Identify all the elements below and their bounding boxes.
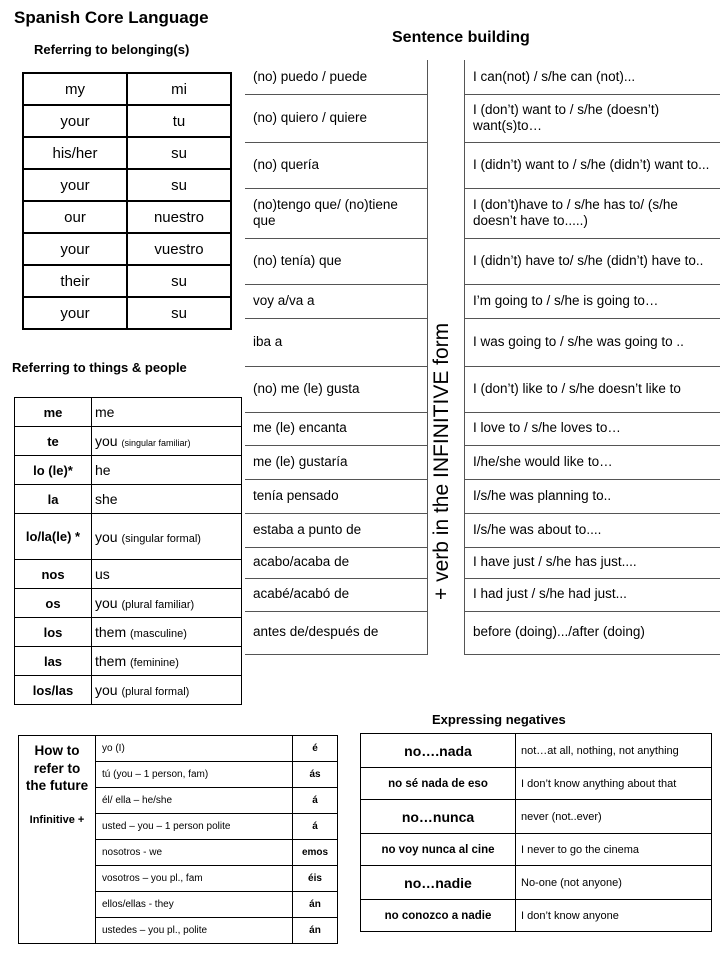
sentence-row xyxy=(245,445,720,479)
belonging-row xyxy=(23,297,231,329)
things-row xyxy=(15,676,242,705)
pronoun-note: (plural formal) xyxy=(121,686,190,698)
things-row xyxy=(15,514,242,560)
belonging-row xyxy=(23,265,231,297)
future-subject: yo (I) xyxy=(96,736,293,762)
sentence-spanish: me (le) gustaría xyxy=(245,445,428,479)
pronoun-english-cell xyxy=(92,560,242,589)
belonging-spanish: su xyxy=(127,265,231,297)
pronoun-english-cell xyxy=(92,676,242,705)
sentence-spanish: (no) quería xyxy=(245,142,428,188)
pronoun-english: you xyxy=(95,528,118,545)
negative-row xyxy=(361,768,712,800)
pronoun-note: (feminine) xyxy=(130,657,179,669)
future-ending: é xyxy=(293,736,338,762)
future-ending: án xyxy=(293,918,338,944)
pronoun-english-cell xyxy=(92,398,242,427)
things-row xyxy=(15,427,242,456)
future-ending: ás xyxy=(293,762,338,788)
pronoun-english: you xyxy=(95,433,118,449)
pronoun-spanish: os xyxy=(15,589,92,618)
negative-row xyxy=(361,834,712,866)
sentence-row xyxy=(245,238,720,284)
pronoun-english: us xyxy=(95,566,110,582)
sentence-english: I (didn’t) want to / s/he (didn’t) want to... xyxy=(465,142,720,188)
pronoun-spanish: la xyxy=(15,485,92,514)
future-row xyxy=(19,736,338,762)
sentence-row xyxy=(245,60,720,94)
future-subject: él/ ella – he/she xyxy=(96,788,293,814)
pronoun-spanish: los xyxy=(15,618,92,647)
sentence-row xyxy=(245,94,720,142)
future-title: How to refer to the future xyxy=(25,743,89,794)
sentence-english: I’m going to / s/he is going to… xyxy=(465,284,720,318)
belonging-english: your xyxy=(23,297,127,329)
sentence-row xyxy=(245,318,720,366)
pronoun-english-cell xyxy=(92,514,242,560)
sentence-row xyxy=(245,366,720,412)
pronoun-note: (singular familiar) xyxy=(121,438,191,448)
negative-spanish: no…nadie xyxy=(361,866,516,900)
sentence-english: I (don’t) want to / s/he (doesn’t) want(s)to… xyxy=(465,94,720,142)
sentence-row xyxy=(245,284,720,318)
negative-spanish: no sé nada de eso xyxy=(361,768,516,800)
pronoun-spanish: te xyxy=(15,427,92,456)
belonging-row xyxy=(23,233,231,265)
pronoun-english-cell xyxy=(92,618,242,647)
belonging-spanish: tu xyxy=(127,105,231,137)
sentence-english: I (don’t) like to / s/he doesn’t like to xyxy=(465,366,720,412)
pronoun-english-cell xyxy=(92,589,242,618)
pronoun-english: you xyxy=(95,682,118,698)
future-ending: á xyxy=(293,814,338,840)
things-row xyxy=(15,456,242,485)
sentence-spanish: (no) tenía) que xyxy=(245,238,428,284)
future-table xyxy=(18,735,338,944)
things-heading: Referring to things & people xyxy=(12,360,187,375)
pronoun-note: (plural familiar) xyxy=(121,599,195,611)
negative-spanish: no conozco a nadie xyxy=(361,900,516,932)
sentence-english: I (don’t)have to / s/he has to/ (s/he doesn’t have to.....) xyxy=(465,188,720,238)
pronoun-english: she xyxy=(95,491,118,507)
negative-spanish: no….nada xyxy=(361,734,516,768)
sentence-spanish: (no) me (le) gusta xyxy=(245,366,428,412)
belonging-spanish: su xyxy=(127,297,231,329)
belonging-english: your xyxy=(23,169,127,201)
future-ending: á xyxy=(293,788,338,814)
future-subject: vosotros – you pl., fam xyxy=(96,866,293,892)
sentence-spanish: tenía pensado xyxy=(245,479,428,513)
belonging-english: your xyxy=(23,233,127,265)
belonging-english: their xyxy=(23,265,127,297)
sentence-spanish: antes de/después de xyxy=(245,611,428,654)
pronoun-english: them xyxy=(95,624,127,640)
sentence-row xyxy=(245,142,720,188)
pronoun-note: (masculine) xyxy=(130,628,187,640)
sentence-spanish: (no) puedo / puede xyxy=(245,60,428,94)
belonging-row xyxy=(23,201,231,233)
pronoun-english-cell xyxy=(92,647,242,676)
pronoun-english-cell xyxy=(92,485,242,514)
pronoun-spanish: lo (le)* xyxy=(15,456,92,485)
sentence-table xyxy=(245,60,720,655)
sentence-english: I/s/he was planning to.. xyxy=(465,479,720,513)
things-row xyxy=(15,485,242,514)
negative-spanish: no…nunca xyxy=(361,800,516,834)
future-ending: emos xyxy=(293,840,338,866)
sentence-row xyxy=(245,611,720,654)
negative-english: No-one (not anyone) xyxy=(516,866,712,900)
belonging-spanish: nuestro xyxy=(127,201,231,233)
sentence-row xyxy=(245,188,720,238)
future-header xyxy=(19,736,96,944)
pronoun-spanish: lo/la(le) * xyxy=(15,514,92,560)
pronoun-english: you xyxy=(95,595,118,611)
negative-spanish: no voy nunca al cine xyxy=(361,834,516,866)
pronoun-spanish: nos xyxy=(15,560,92,589)
future-subject: nosotros - we xyxy=(96,840,293,866)
sentence-english: I (didn’t) have to/ s/he (didn’t) have to.. xyxy=(465,238,720,284)
negative-english: never (not..ever) xyxy=(516,800,712,834)
belonging-row xyxy=(23,73,231,105)
future-subject: tú (you – 1 person, fam) xyxy=(96,762,293,788)
sentence-row xyxy=(245,479,720,513)
belonging-english: my xyxy=(23,73,127,105)
belonging-spanish: su xyxy=(127,137,231,169)
sentence-row xyxy=(245,513,720,547)
belonging-english: our xyxy=(23,201,127,233)
belonging-row xyxy=(23,169,231,201)
belonging-spanish: vuestro xyxy=(127,233,231,265)
sentence-english: I love to / s/he loves to… xyxy=(465,412,720,445)
negative-english: I don’t know anything about that xyxy=(516,768,712,800)
sentence-english: before (doing).../after (doing) xyxy=(465,611,720,654)
sentence-spanish: (no) quiero / quiere xyxy=(245,94,428,142)
future-ending: éis xyxy=(293,866,338,892)
things-row xyxy=(15,618,242,647)
sentence-spanish: (no)tengo que/ (no)tiene que xyxy=(245,188,428,238)
belonging-table xyxy=(22,72,232,330)
negative-row xyxy=(361,800,712,834)
negative-row xyxy=(361,866,712,900)
pronoun-spanish: las xyxy=(15,647,92,676)
pronoun-english-cell xyxy=(92,427,242,456)
negatives-table xyxy=(360,733,712,932)
sentence-spanish: acabé/acabó de xyxy=(245,578,428,611)
page-title: Spanish Core Language xyxy=(14,8,209,27)
things-row xyxy=(15,398,242,427)
belonging-heading: Referring to belonging(s) xyxy=(34,42,190,57)
pronoun-english: them xyxy=(95,653,127,669)
sentence-spanish: me (le) encanta xyxy=(245,412,428,445)
belonging-spanish: mi xyxy=(127,73,231,105)
sentence-english: I was going to / s/he was going to .. xyxy=(465,318,720,366)
future-ending: án xyxy=(293,892,338,918)
pronoun-spanish: los/las xyxy=(15,676,92,705)
things-row xyxy=(15,560,242,589)
future-infinitive: Infinitive + xyxy=(29,813,85,826)
negative-english: I never to go the cinema xyxy=(516,834,712,866)
pronoun-english: me xyxy=(95,404,115,420)
belonging-row xyxy=(23,105,231,137)
belonging-english: his/her xyxy=(23,137,127,169)
sentence-row xyxy=(245,578,720,611)
things-row xyxy=(15,589,242,618)
sentence-heading: Sentence building xyxy=(392,29,530,46)
sentence-english: I can(not) / s/he can (not)... xyxy=(465,60,720,94)
negative-english: not…at all, nothing, not anything xyxy=(516,734,712,768)
belonging-english: your xyxy=(23,105,127,137)
things-table xyxy=(14,397,242,705)
pronoun-note: (singular formal) xyxy=(121,532,201,545)
sentence-english: I had just / s/he had just... xyxy=(465,578,720,611)
future-subject: usted – you – 1 person polite xyxy=(96,814,293,840)
pronoun-english: he xyxy=(95,462,111,478)
pronoun-spanish: me xyxy=(15,398,92,427)
sentence-english: I have just / s/he has just.... xyxy=(465,547,720,578)
things-row xyxy=(15,647,242,676)
sentence-spanish: voy a/va a xyxy=(245,284,428,318)
future-subject: ellos/ellas - they xyxy=(96,892,293,918)
future-subject: ustedes – you pl., polite xyxy=(96,918,293,944)
sentence-english: I/s/he was about to.... xyxy=(465,513,720,547)
negative-english: I don’t know anyone xyxy=(516,900,712,932)
sentence-english: I/he/she would like to… xyxy=(465,445,720,479)
belonging-row xyxy=(23,137,231,169)
negative-row xyxy=(361,900,712,932)
negatives-heading: Expressing negatives xyxy=(432,712,566,727)
negative-row xyxy=(361,734,712,768)
sentence-row xyxy=(245,412,720,445)
sentence-row xyxy=(245,547,720,578)
belonging-spanish: su xyxy=(127,169,231,201)
sentence-spanish: acabo/acaba de xyxy=(245,547,428,578)
pronoun-english-cell xyxy=(92,456,242,485)
sentence-spanish: iba a xyxy=(245,318,428,366)
sentence-spanish: estaba a punto de xyxy=(245,513,428,547)
